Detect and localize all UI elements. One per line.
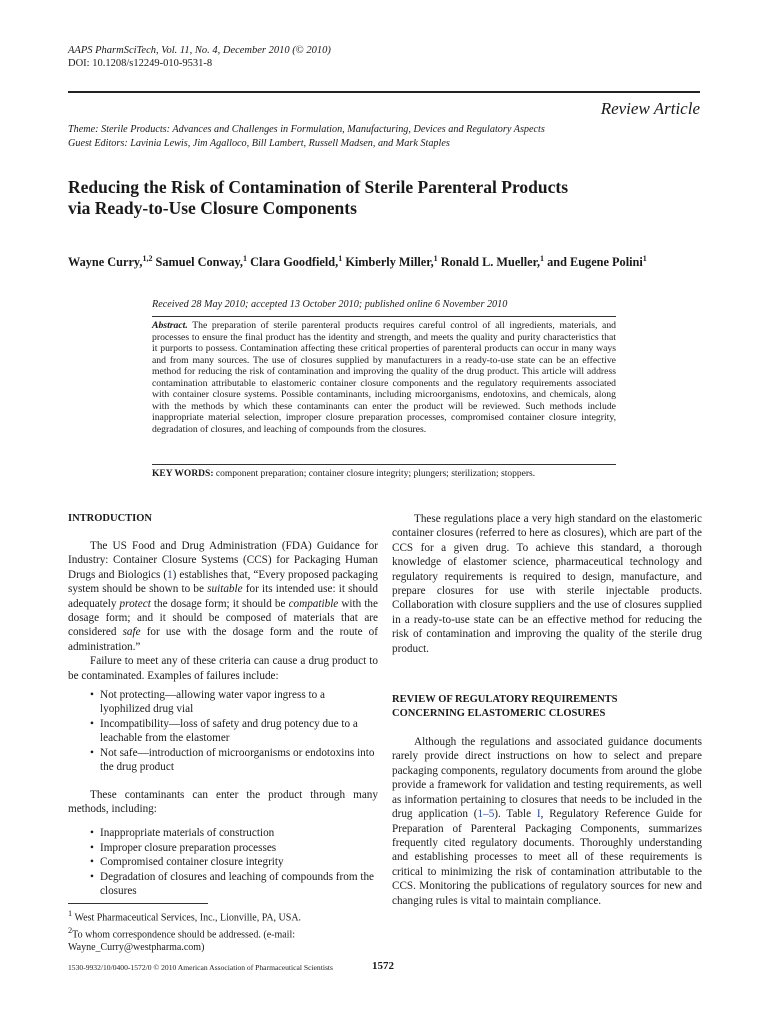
list-item: • Improper closure preparation processes	[68, 841, 378, 855]
reference-link[interactable]: 1–5	[477, 808, 495, 821]
journal-citation: AAPS PharmSciTech, Vol. 11, No. 4, December 2010 (© 2010)	[68, 45, 331, 56]
keywords-text: component preparation; container closure integrity; plungers; sterilization; stoppers.	[215, 469, 536, 479]
intro-paragraph: Failure to meet any of these criteria can cause a drug product to be contaminated. Examples of failures include:	[68, 655, 378, 682]
keywords	[152, 469, 616, 479]
abstract-top-rule	[152, 316, 616, 317]
doi[interactable]: DOI: 10.1208/s12249-010-9531-8	[68, 58, 213, 69]
page-number: 1572	[372, 960, 394, 972]
author: Clara Goodfield,$^1$	[250, 254, 343, 270]
received-dates: Received 28 May 2010; accepted 13 October 2010; published online 6 November 2010	[152, 299, 508, 310]
list-item: • Incompatibility—loss of safety and drug potency due to a leachable from the elastomer	[68, 717, 378, 746]
theme-block	[68, 123, 545, 151]
footnote-rule	[68, 903, 208, 904]
author: Samuel Conway,$^1$	[155, 254, 248, 270]
author: Wayne Curry,$^{1,2}$	[68, 254, 153, 270]
list-item: • Degradation of closures and leaching of compounds from the closures	[68, 870, 378, 899]
title-line: via Ready-to-Use Closure Components	[68, 198, 357, 218]
article-type: Review Article	[600, 99, 700, 118]
footnote: $^2$To whom correspondence should be addressed. (e-mail: Wayne_Curry@westpharma.com)	[68, 925, 296, 953]
intro-paragraph: The US Food and Drug Administration (FDA) Guidance for Industry: Container Closure Systems (CCS) for Packaging Human Drugs and Biologics (1) establishes that, “Every proposed packaging system should be shown to be suitable for its intended use: it should adequately protect the dosage form; it should be compatible with the dosage form; and it should be composed of materials that are considered safe for use with the dosage form and the route of administration.”	[68, 540, 379, 653]
author: and Eugene Polini$^1$	[547, 254, 647, 270]
header-rule	[68, 91, 700, 93]
abstract-label: Abstract.	[152, 320, 188, 331]
intro-paragraph: These contaminants can enter the product through many methods, including:	[68, 788, 378, 815]
article-title	[68, 177, 568, 219]
intro-heading: INTRODUCTION	[68, 513, 153, 524]
abstract-text: The preparation of sterile parenteral products requires careful control of all ingredients, materials, and processes to ensure the final product has the identity and strength, and meets the quality and purity characteristics that it purports to possess. Contamination affecting these critical properties of parenteral products can occur in many ways and from many sources. The use of closures supplied by manufacturers in a ready-to-use state can be an effective method for reducing the risk of contamination and improving the quality of the drug product. This article will address contamination attributable to elastomeric container closure components and the regulatory requirements associated with container closure systems. Possible contaminants, including microorganisms, endotoxins, and chemicals, along with the methods by which these contaminants can enter the product will be reviewed. Such methods include inappropriate material selection, improper closure preparation processes, compromised container closure integrity, degradation of closures, and leaching of compounds from the closures.	[152, 320, 617, 435]
review-heading: REVIEW OF REGULATORY REQUIREMENTS CONCERNING ELASTOMERIC CLOSURES	[392, 694, 618, 720]
list-item: • Not safe—introduction of microorganisms or endotoxins into the drug product	[68, 746, 378, 775]
right-column	[392, 512, 702, 908]
author: Kimberly Miller,$^1$	[345, 254, 438, 270]
list-item: • Inappropriate materials of construction	[68, 826, 378, 840]
copyright-footer: 1530-9932/10/0400-1572/0 © 2010 American Association of Pharmaceutical Scientists	[68, 963, 333, 972]
authors	[68, 254, 708, 270]
author: Ronald L. Mueller,$^1$	[440, 254, 545, 270]
left-column	[68, 512, 378, 898]
list-item: • Not protecting—allowing water vapor ingress to a lyophilized drug vial	[68, 688, 378, 717]
body-paragraph: These regulations place a very high standard on the elastomeric container closures (referred to here as closures), which are part of the CCS for a given drug. To achieve this standard, a thorough knowledge of elastomer science, pharmaceutical technology and regulatory requirements is required to design, manufacture, and prepare closures for use with sterile injectable products. Collaboration with closure suppliers and the use of closures supplied in a ready-to-use state can be an effective method for reducing the risk of contamination and improving the quality of the sterile drug product.	[392, 513, 702, 655]
failures-list	[68, 688, 378, 774]
guest-editors: Guest Editors: Lavinia Lewis, Jim Agalloco, Bill Lambert, Russell Madsen, and Mark Staples	[68, 138, 450, 149]
footnote: $^1$ West Pharmaceutical Services, Inc., Lionville, PA, USA.	[68, 909, 302, 924]
footnotes	[68, 908, 380, 954]
theme: Theme: Sterile Products: Advances and Challenges in Formulation, Manufacturing, Devices and Regulatory Aspects	[68, 124, 545, 135]
list-item: • Compromised container closure integrity	[68, 855, 378, 869]
table-link[interactable]: I	[536, 808, 541, 821]
abstract-bottom-rule	[152, 464, 616, 465]
body-paragraph: Although the regulations and associated guidance documents rarely provide direct instructions on how to select and prepare packaging components, regulatory documents from around the globe provide a framework for validation and testing requirements, as well as information pertaining to closures that needs to be included in the drug application (1–5). Table I, Regulatory Reference Guide for Preparation of Parenteral Packaging Components, summarizes frequently cited regulatory documents. Thoroughly understanding and establishing processes to meet all of these requirements is critical to minimizing the risk of contamination attributable to the CCS. Monitoring the publications of regulatory sources for new and changing rules is vital to maintain compliance.	[392, 736, 703, 907]
abstract	[152, 320, 616, 435]
keywords-label: KEY WORDS:	[152, 469, 214, 479]
title-line: Reducing the Risk of Contamination of Sterile Parenteral Products	[68, 177, 569, 197]
reference-link[interactable]: 1	[167, 568, 173, 581]
journal-header	[68, 44, 331, 70]
methods-list	[68, 826, 378, 898]
